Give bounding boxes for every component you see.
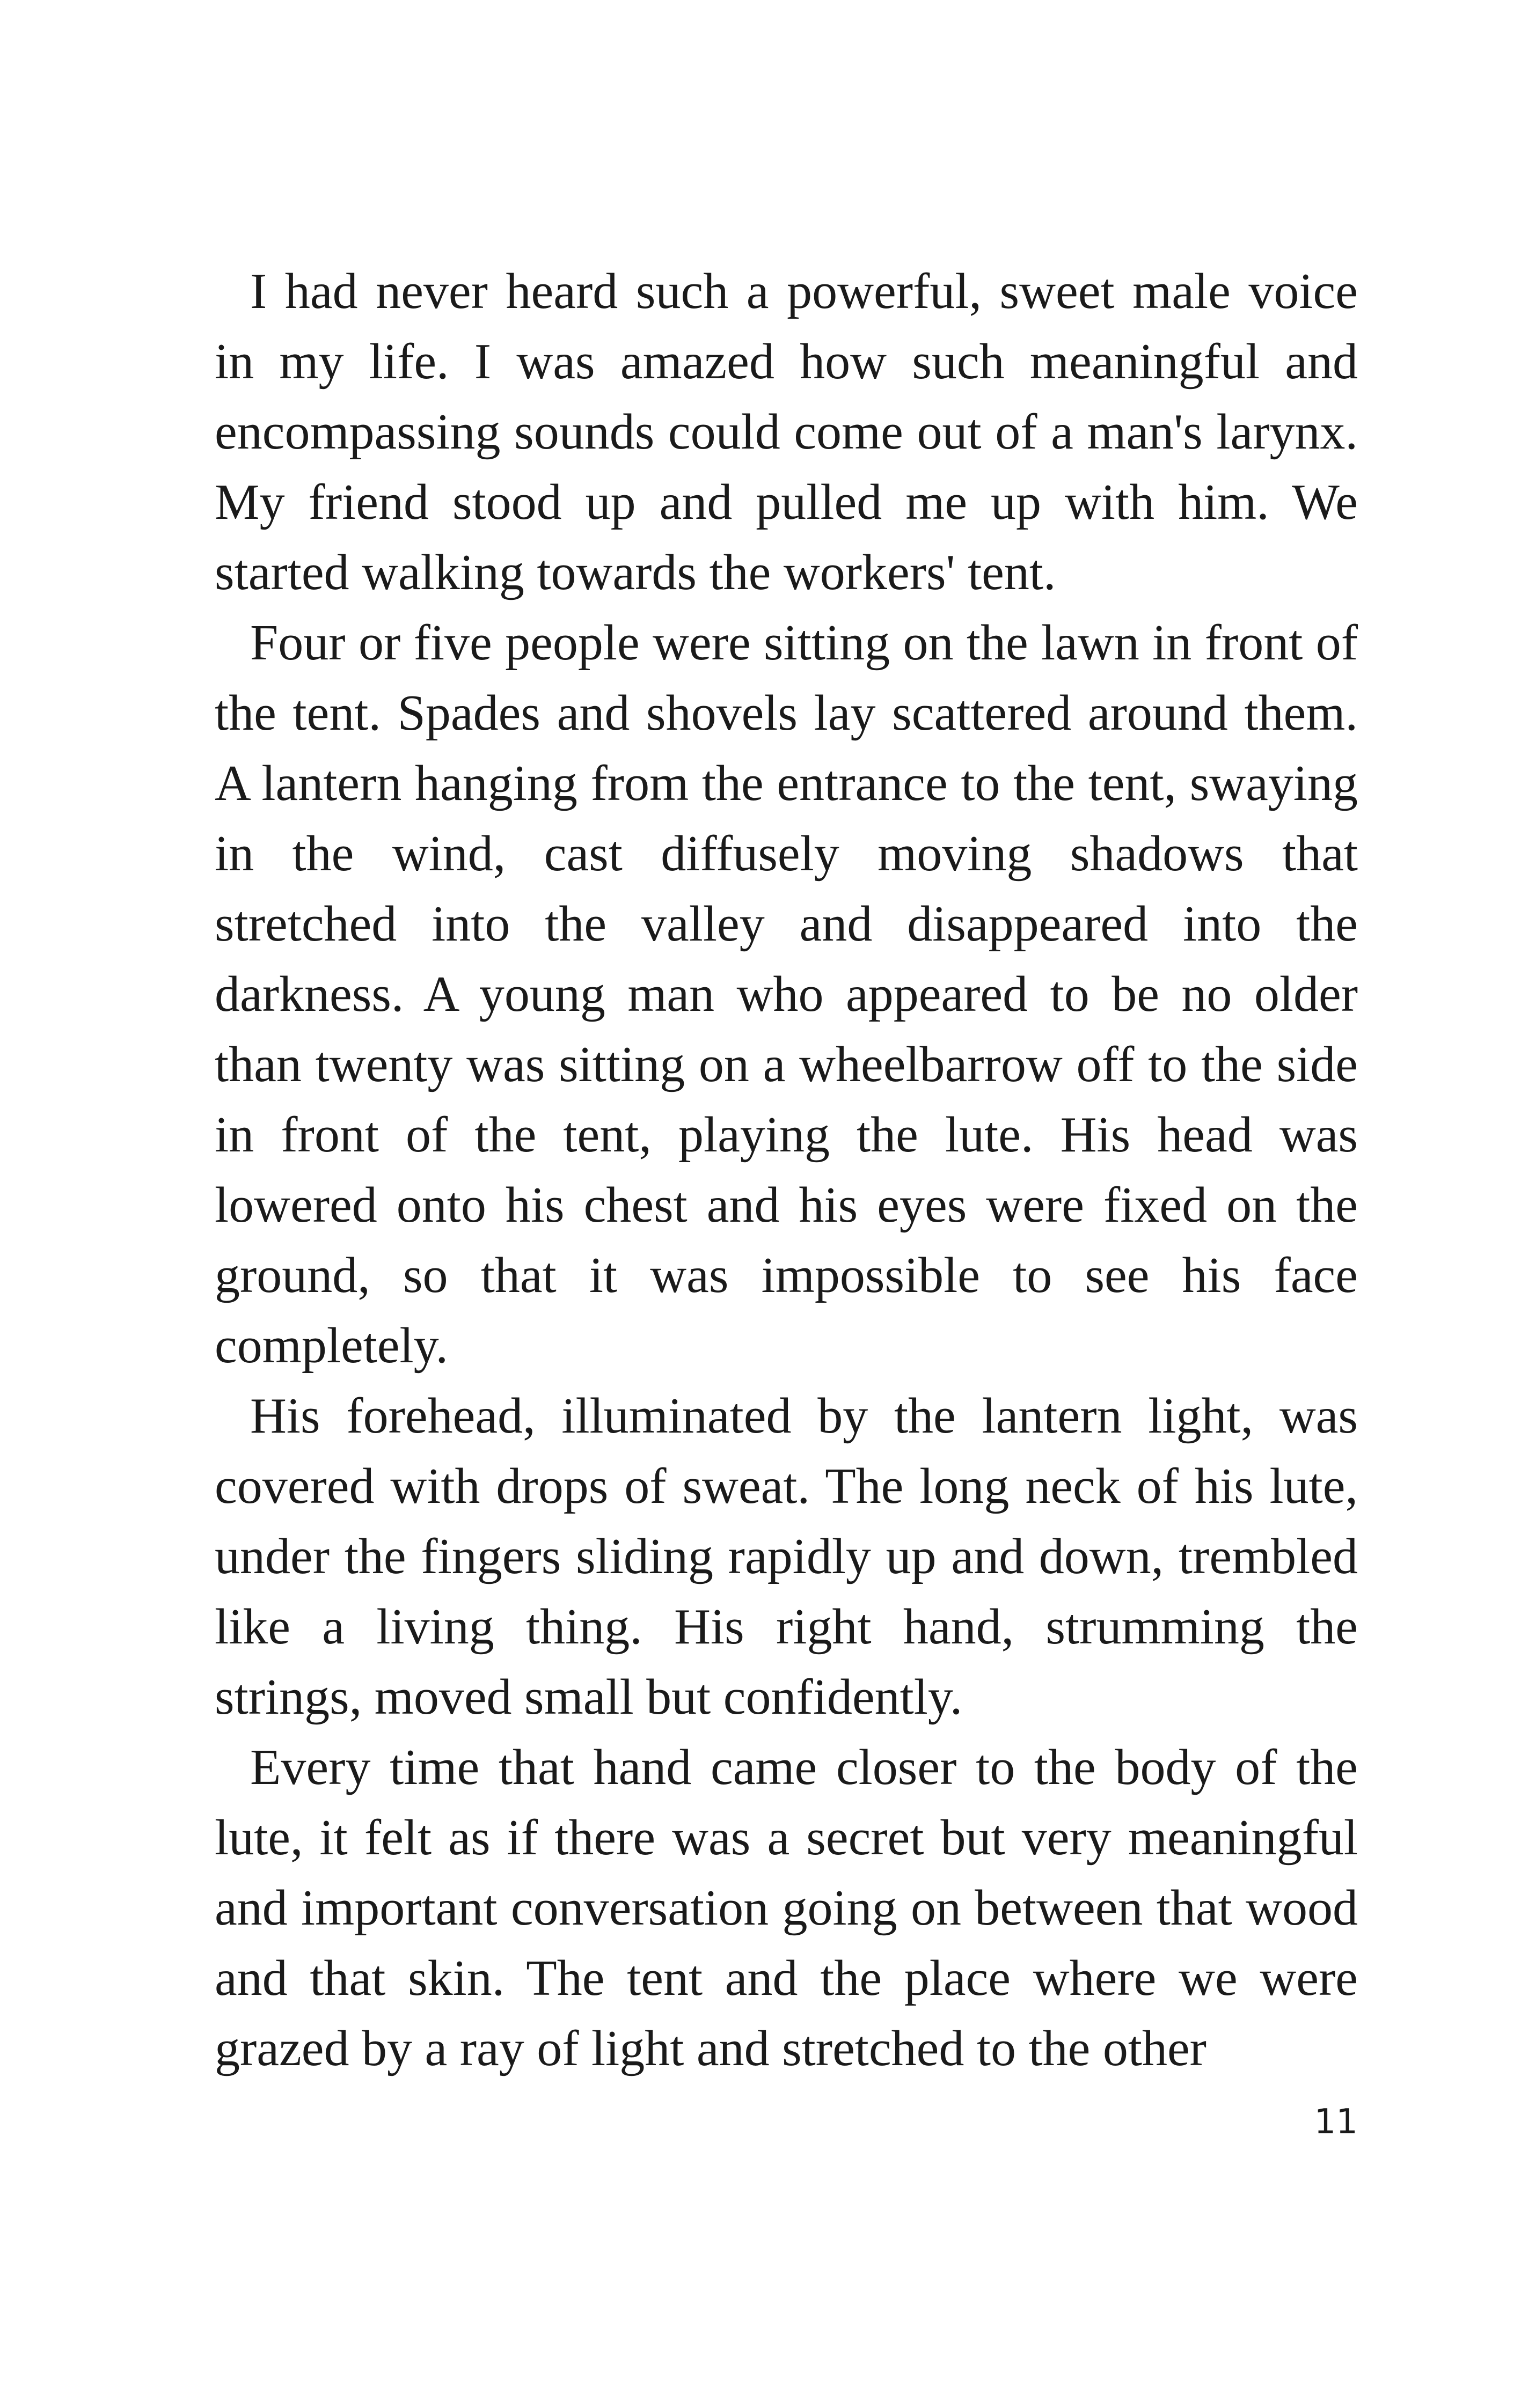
paragraph-3: His forehead, illuminated by the lantern light, was covered with drops of sweat. The long neck of his lute, under the fingers sliding rapidly up and down, trembled like a living thing. His right hand, strumming the strings, moved small but confidently. bbox=[215, 1388, 1358, 1725]
page-number: 11 bbox=[1314, 2102, 1358, 2142]
paragraph-2: Four or five people were sitting on the lawn in front of the tent. Spades and shovels lay scattered around them. A lantern hanging from the entrance to the tent, swaying in the wind, cast diffusely moving shadows that stretched into the valley and disappeared into the darkness. A young man who appeared to be no older than twenty was sitting on a wheelbarrow off to the side in front of the tent, playing the lute. His head was lowered onto his chest and his eyes were fixed on the ground, so that it was impossible to see his face completely. bbox=[215, 615, 1358, 1374]
paragraph-1: I had never heard such a powerful, sweet male voice in my life. I was amazed how such meaningful and encompassing sounds could come out of a man's larynx. My friend stood up and pulled me up with him. We started walking towards the workers' tent. bbox=[215, 263, 1358, 600]
body-text bbox=[215, 256, 1358, 2084]
paragraph-4: Every time that hand came closer to the body of the lute, it felt as if there was a secret but very meaningful and important conversation going on between that wood and that skin. The tent and the place where we were grazed by a ray of light and stretched to the other bbox=[215, 1739, 1358, 2076]
